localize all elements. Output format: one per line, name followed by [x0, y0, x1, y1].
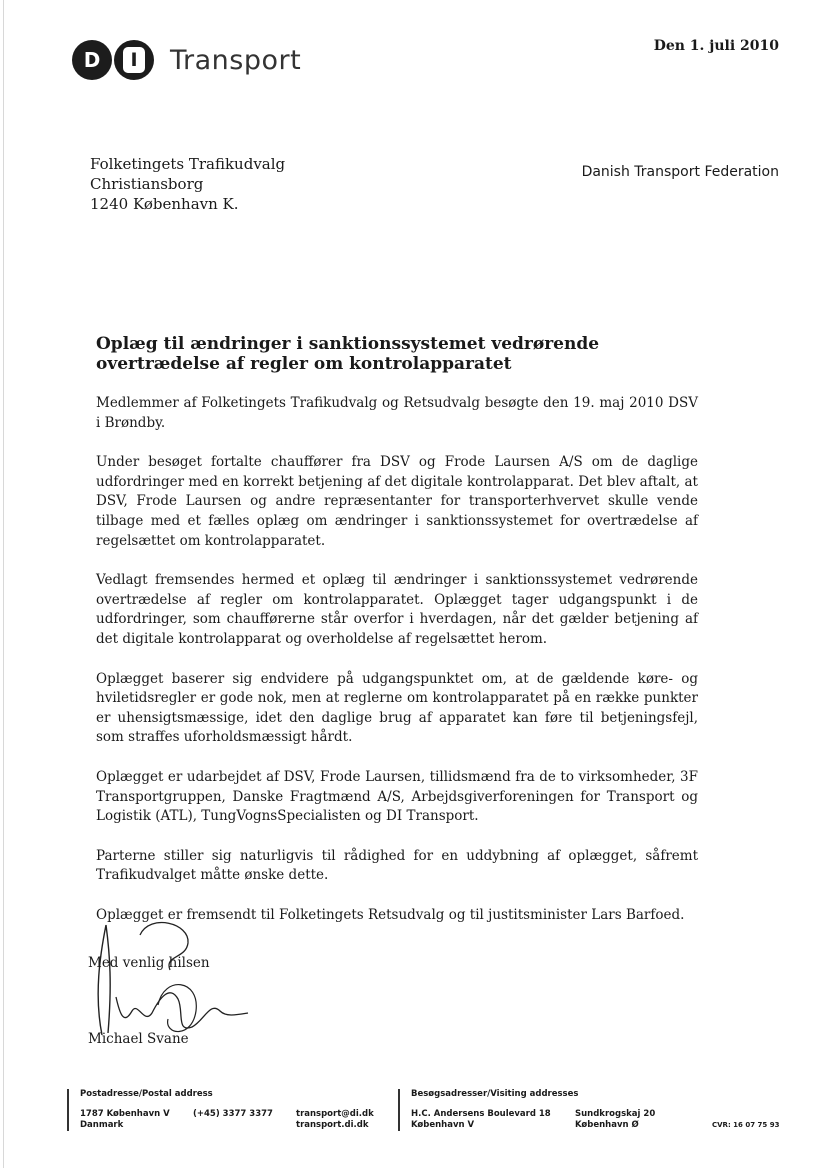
sender-organization: Danish Transport Federation	[581, 164, 779, 180]
body-paragraph: Parterne stiller sig naturligvis til rådighed for en uddybning af oplægget, såfremt Trafikudvalget måtte ønske dette.	[96, 847, 698, 884]
footer-email: transport@di.dk	[296, 1109, 374, 1119]
letter-date: Den 1. juli 2010	[653, 38, 779, 54]
body-paragraph: Vedlagt fremsendes hermed et oplæg til ændringer i sanktionssystemet vedrørende overtrædelse af regler om kontrolapparatet. Oplægget tager udgangspunkt i de udfordringer, som chaufførerne står overfor i hverdagen, når det gælder betjening af det digitale kontrolapparat og overholdelse af regelsættet herom.	[96, 572, 698, 647]
signer-name: Michael Svane	[88, 1031, 189, 1047]
postal-country: Danmark	[80, 1120, 124, 1130]
logo-wordmark: Transport	[170, 44, 302, 76]
body-paragraph: Oplægget er udarbejdet af DSV, Frode Laursen, tillidsmænd fra de to virksomheder, 3F Transportgruppen, Danske Fragtmænd A/S, Arbejdsgiverforeningen for Transport og Logistik (ATL), TungVognsSpecialisten og DI Transport.	[96, 768, 698, 825]
body-paragraph: Medlemmer af Folketingets Trafikudvalg og Retsudvalg besøgte den 19. maj 2010 DSV i Brøndby.	[96, 395, 698, 431]
cvr-number: CVR: 16 07 75 93	[712, 1121, 780, 1129]
footer-phone: (+45) 3377 3377	[193, 1109, 273, 1119]
logo-circle-d: D	[72, 40, 112, 80]
recipient-line: Christiansborg	[90, 175, 204, 193]
visit-city-1: København V	[411, 1120, 475, 1130]
visiting-heading: Besøgsadresser/Visiting addresses	[411, 1089, 579, 1099]
recipient-line: 1240 København K.	[90, 195, 239, 213]
body-paragraph: Oplægget er fremsendt til Folketingets Retsudvalg og til justitsminister Lars Barfoed.	[96, 906, 685, 923]
di-logo	[72, 38, 301, 82]
page-edge	[3, 0, 4, 1168]
footer-divider	[67, 1089, 69, 1131]
footer-divider	[398, 1089, 400, 1131]
body-paragraph: Under besøget fortalte chauffører fra DSV og Frode Laursen A/S om de daglige udfordringer med en korrekt betjening af det digitale kontrolapparat. Det blev aftalt, at DSV, Frode Laursen og andre repræsentanter for transporterhvervet skulle vende tilbage med et fælles oplæg om ændringer i sanktionssystemet for overtrædelse af regelsættet om kontrolapparatet.	[96, 454, 698, 549]
closing-salutation: Med venlig hilsen	[88, 955, 210, 971]
body-paragraph: Oplægget baserer sig endvidere på udgangspunktet om, at de gældende køre- og hviletidsregler er gode nok, men at reglerne om kontrolapparatet på en række punkter er uhensigtsmæssige, idet den daglige brug af apparatet kan føre til betjeningsfejl, som straffes uforholdsmæssigt hårdt.	[96, 670, 698, 746]
logo-circle-i: I	[114, 40, 154, 80]
postal-city: 1787 København V	[80, 1109, 170, 1119]
letter-subject: Oplæg til ændringer i sanktionssystemet vedrørende overtrædelse af regler om kontrolapparatet	[96, 334, 600, 374]
recipient-address	[90, 154, 285, 214]
letter-body	[96, 394, 698, 945]
visit-address-2: Sundkrogskaj 20	[575, 1109, 656, 1119]
recipient-line: Folketingets Trafikudvalg	[90, 155, 286, 173]
postal-heading: Postadresse/Postal address	[80, 1089, 213, 1099]
footer-website: transport.di.dk	[296, 1120, 369, 1130]
visit-address-1: H.C. Andersens Boulevard 18	[411, 1109, 551, 1119]
visit-city-2: København Ø	[575, 1120, 639, 1130]
